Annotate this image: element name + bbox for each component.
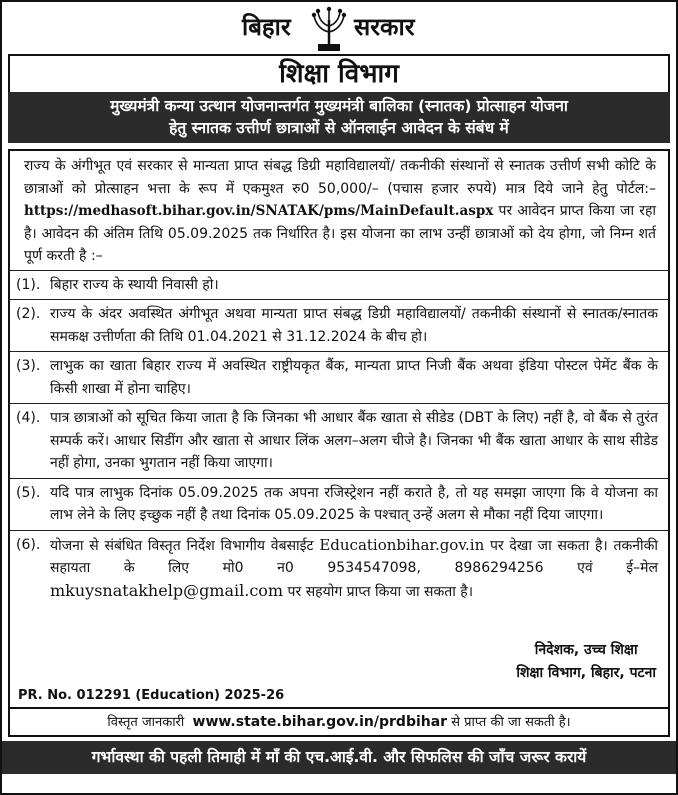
cond6-text-3: पर सहयोग प्राप्त किया जा सकता है। [283, 583, 474, 600]
intro-text-1: राज्य के अंगीभूत एवं सरकार से मान्यता प्राप्त संबद्ध डिग्री महाविद्यालयों/ तकनीकी संस्थानों से स्नातक उत्तीर्ण सभी कोटि के छात्राओं को प्रोत्साहन भत्ता के रूप में एकमुश्त रु0 50,000/– (पचास हजार रुपये) मात्र दिये जाने हेतु पोर्टल:– [24, 158, 656, 197]
condition-text: यदि पात्र लाभुक दिनांक 05.09.2025 तक अपना रजिस्ट्रेशन नहीं कराते है, तो यह समझा जाएगा कि वे योजना का लाभ लेने के लिए इच्छुक नहीं है तथा दिनांक 05.09.2025 के पश्चात् उन्हें अलग से मौका नहीं दिया जाएगा। [50, 484, 658, 523]
header-bihar: बिहार [242, 13, 291, 41]
condition-text [50, 534, 658, 604]
subject-banner [8, 92, 670, 143]
intro-text-2: पर आवेदन प्राप्त किया जा रहा है। आवेदन की अंतिम तिथि 05.09.2025 तक निर्धारित है। इस योजना का लाभ उन्हीं छात्राओं को देय होगा, जो निम्न शर्त पूर्ण करती है :– [24, 203, 656, 264]
condition-item [10, 270, 668, 300]
subject-line-1: मुख्यमंत्री कन्या उत्थान योजनान्तर्गत मुख्यमंत्री बालिका (स्नातक) प्रोत्साहन योजना [110, 97, 568, 115]
condition-text: बिहार राज्य के स्थायी निवासी हो। [50, 276, 219, 293]
bihar-emblem-icon [310, 6, 348, 52]
prd-website-link[interactable]: www.state.bihar.gov.in/prdbihar [192, 714, 448, 730]
signatory-line-1: निदेशक, उच्च शिक्षा [534, 642, 638, 658]
notice-body [8, 149, 670, 709]
info-strip [8, 709, 670, 737]
cond6-text-2: पर देखा जा सकता है। तकनीकी सहायता के लिए मो0 न0 9534547098, 8986294256 एवं ई–मेल [50, 537, 658, 576]
info-suffix: से प्राप्त की जा सकती है। [451, 715, 571, 730]
cond6-text-1: योजना से संबंधित विस्तृत निर्देश विभागीय वेबसाईट [50, 537, 320, 554]
header [2, 2, 676, 54]
signatory-line-2: शिक्षा विभाग, बिहार, पटना [516, 665, 656, 681]
condition-item [10, 299, 668, 351]
condition-item [10, 351, 668, 403]
condition-number: (1). [16, 276, 41, 293]
department-title: शिक्षा विभाग [8, 54, 670, 92]
health-footer-banner: गर्भावस्था की पहली तिमाही में माँ की एच.आई.वी. और सिफलिस की जाँच जरूर करायें [2, 741, 676, 774]
condition-text: पात्र छात्राओं को सूचित किया जाता है कि जिनका भी आधार बैंक खाता से सीडेड (DBT के लिए) नहीं है, वो बैंक से तुरंत सम्पर्क करें। आधार सिडींग और खाता से आधार लिंक अलग–अलग चीजे है। जिनका भी बैंक खाता आधार के साथ सीडेड नहीं होगा, उनका भुगतान नहीं किया जाएगा। [50, 410, 658, 471]
intro-paragraph [10, 151, 668, 270]
condition-item [10, 530, 668, 607]
condition-number: (2). [16, 306, 41, 322]
condition-number: (5). [16, 484, 41, 501]
help-email-link[interactable]: mkuysnatakhelp@gmail.com [50, 580, 284, 600]
subject-line-2: हेतु स्नातक उत्तीर्ण छात्राओं से ऑनलाईन आवेदन के संबंध में [169, 119, 509, 137]
condition-number: (6). [16, 536, 41, 553]
pr-number: PR. No. 012291 (Education) 2025-26 [18, 688, 285, 703]
condition-text: लाभुक का खाता बिहार राज्य में अवस्थित राष्ट्रीयकृत बैंक, मान्यता प्राप्त निजी बैंक अथवा इंडिया पोस्टल पेमेंट बैंक के किसी शाखा में होना चाहिए। [50, 358, 658, 397]
condition-item [10, 478, 668, 530]
condition-number: (4). [16, 410, 41, 426]
condition-item [10, 403, 668, 478]
info-prefix: विस्तृत जानकारी [107, 715, 185, 730]
portal-link[interactable]: https://medhasoft.bihar.gov.in/SNATAK/pms/MainDefault.aspx [24, 203, 494, 219]
condition-number: (3). [16, 358, 41, 374]
signatory [516, 639, 656, 685]
education-website-link[interactable]: Educationbihar.gov.in [319, 535, 485, 554]
condition-text: राज्य के अंदर अवस्थित अंगीभूत अथवा मान्यता प्राप्त संबद्ध डिग्री महाविद्यालयों/ तकनीकी संस्थानों से स्नातक/स्नातक समकक्ष उत्तीर्णता की तिथि 01.04.2021 से 31.12.2024 के बीच हो। [50, 306, 658, 345]
header-sarkar: सरकार [354, 13, 415, 41]
